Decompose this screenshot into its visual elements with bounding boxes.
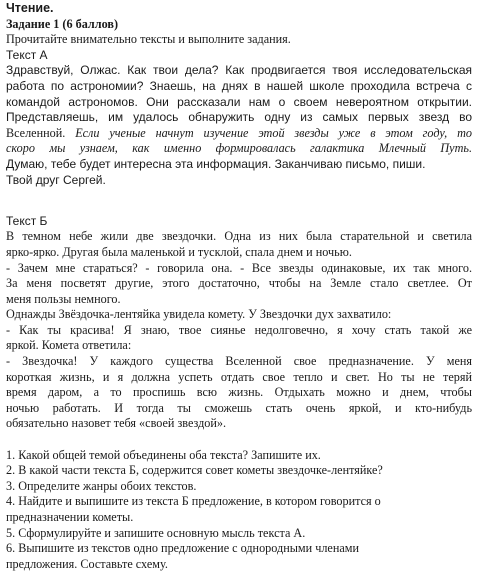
text-b-line: Однажды Звёздочка-лентяйка увидела комету. У Звездочки дух захватило:	[6, 307, 392, 322]
text-b-line: - Зачем мне стараться? - говорила она. - Все звезды одинаковые, их так много.	[6, 260, 472, 275]
text-a-line	[6, 126, 472, 142]
text-a-title: Текст А	[6, 47, 48, 62]
question-item: 3. Определите жанры обоих текстов.	[6, 478, 197, 493]
text-b-line: - Звездочка! У каждого существа Вселенной свое предназначение. У меня	[6, 354, 472, 369]
text-b-line: обязательно назовет тебя «своей звездой».	[6, 416, 227, 431]
spacer	[6, 188, 472, 204]
question-item: 5. Сформулируйте и запишите основную мысль текста А.	[6, 525, 306, 540]
text-b-line: ярко-ярко. Другая была маленькой и тусклой, спала днем и ночью.	[6, 244, 352, 259]
text-b-line: - Как ты красива! Я знаю, твое сиянье недолговечно, я хочу стать такой же	[6, 322, 472, 337]
text-b-body	[6, 229, 472, 432]
text-b-title: Текст Б	[6, 213, 48, 228]
text-a-body-serif	[6, 126, 472, 157]
document	[6, 1, 472, 572]
question-item: 2. В какой части текста Б, содержится совет кометы звездочке-лентяйке?	[6, 463, 383, 478]
question-item: предназначении кометы.	[6, 510, 134, 524]
text-a-line	[6, 141, 472, 157]
text-b-line: меня пользы немного.	[6, 291, 121, 306]
text-b-line: время даром, а то проспишь всю жизнь. Отдыхать можно и днем, чтобы	[6, 385, 472, 400]
question-item: 1. Какой общей темой объединены оба текста? Запишите их.	[6, 447, 321, 462]
text-a-body	[6, 63, 472, 125]
text-a-line: командой астрономов. Они рассказали нам о своем невероятном открытии.	[6, 94, 472, 109]
text-b-line: яркой. Комета ответила:	[6, 338, 132, 353]
text-b	[6, 214, 472, 432]
text-a-line-7: Думаю, тебе будет интересна эта информация. Заканчиваю письмо, пиши.	[6, 156, 426, 171]
text-b-line: короткая жизнь, и я должна успеть отдать свое тепло и свет. Но ты не теряй	[6, 369, 472, 384]
task-title: Задание 1 (6 баллов)	[6, 16, 119, 31]
question-item: предложения. Составьте схему.	[6, 556, 168, 571]
text-a-line-6-italic: скоро мы узнаем, как именно формировалась галактика Млечный Путь.	[6, 141, 472, 156]
task-instruction: Прочитайте внимательно тексты и выполните задания.	[6, 32, 291, 47]
spacer	[6, 432, 472, 448]
text-a-line-5-plain: Вселенной.	[6, 125, 66, 140]
question-list	[6, 448, 472, 572]
text-a-signature: Твой друг Сергей.	[6, 172, 106, 187]
text-a-line: работа по астрономии? Знаешь, на днях в нашей школе проходила встреча с	[6, 78, 472, 93]
text-a	[6, 48, 472, 188]
text-b-line: ночью работать. И тогда ты сможешь стать очень яркой, и кто-нибудь	[6, 400, 472, 415]
text-b-line: За меня посветят другие, этого достаточно, чтобы на Земле стало светлее. От	[6, 276, 472, 291]
text-a-line-5-italic: Если ученые начнут изучение этой звезды уже в этом году, то	[75, 125, 472, 140]
text-a-line: Представляешь, им удалось обнаружить одну из самых первых звезд во	[6, 110, 472, 125]
question-item: 4. Найдите и выпишите из текста Б предложение, в котором говорится о	[6, 494, 381, 509]
text-a-line: Здравствуй, Олжас. Как твои дела? Как продвигается твоя исследовательская	[6, 63, 472, 78]
text-b-line: В темном небе жили две звездочки. Одна из них была старательной и светила	[6, 229, 472, 244]
spacer	[6, 204, 472, 214]
question-item: 6. Выпишите из текстов одно предложение с однородными членами	[6, 541, 359, 556]
section-heading: Чтение.	[6, 1, 54, 15]
